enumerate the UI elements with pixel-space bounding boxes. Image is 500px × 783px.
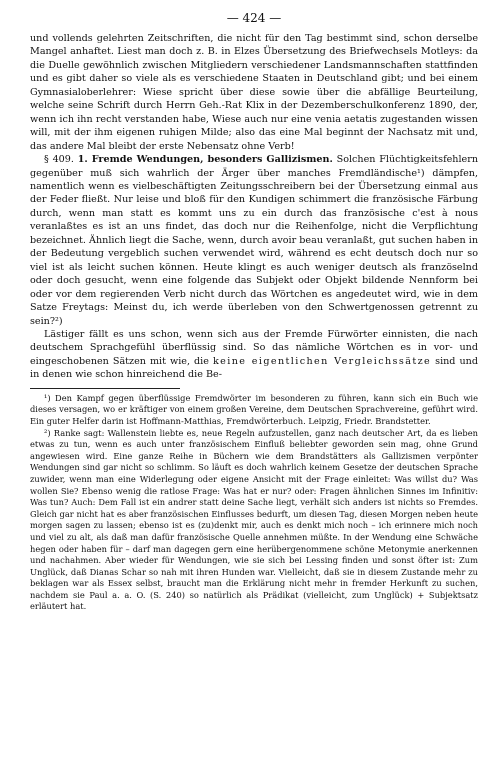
main-text bbox=[30, 32, 478, 382]
footnote-2: ²) Ranke sagt: Wallenstein liebte es, neue Regeln aufzustellen, ganz nach deutscher Art, da es lieben etwas zu tun, wenn es auch unter französischem Einfluß beliebter geworden sein mag, ohne Grund angewiesen wird. Eine ganze Reihe in Büchern wie dem Brandstätters als Gallizismen verpönter Wendungen sind gar nicht so schlimm. So läuft es doch wahrlich keinem Gesetze der deutschen Sprache zuwider, wenn man eine Widerlegung oder eigene Ansicht mit der Frage einleitet: Was willst du? Was wollen Sie? Ebenso wenig die ratlose Frage: Was hat er nur? oder: Fragen ähnlichen Sinnes im Infinitiv: Was tun? Auch: Dem Fall ist ein andrer statt deine Sache liegt, verhält sich anders ist nichts so Fremdes. Gleich gar nicht hat es aber französischen Einflusses bedurft, um diesen Tag, diesen Morgen neben heute morgen sagen zu lassen; ebenso ist es (zu)denkt mir, auch es denkt mich noch – ich erinnere mich noch und viel zu alt, als daß man dafür französische Quelle annehmen müßte. In der Wendung eine Schwäche hegen oder haben für – darf man dagegen gern eine herübergenommene schöne Metonymie anerkennen und nachahmen. Aber wieder für Wendungen, wie sie sich bei Lessing finden und sonst öfter ist: Zum Unglück, daß Dianas Schar so nah mit ihren Hunden war. Vielleicht, daß sie in diesem Zustande mehr zu beklagen war als Essex selbst, braucht man die Erklärung nicht mehr in fremder Herkunft zu suchen, nachdem sie Paul a. a. O. (S. 240) so natürlich als Prädikat (vielleicht, zum Unglück) + Subjektsatz erläutert hat. bbox=[30, 427, 478, 612]
footnote-1: ¹) Den Kampf gegen überflüssige Fremdwörter im besonderen zu führen, kann sich ein Buch wie dieses versagen, wo er kräftiger von einem großen Vereine, dem Deutschen Sprachvereine, geführt wird. Ein guter Helfer darin ist Hoffmann-Matthias, Fremdwörterbuch. Leipzig, Friedr. Brandstetter. bbox=[30, 392, 478, 426]
paragraph-text: Solchen Flüchtigkeitsfehlern gegenüber muß sich wahrlich der Ärger über manches Fremdländische¹) dämpfen, namentlich wenn es vielbeschäftigten Zeitungsschreibern bei der Übersetzung einmal aus der Feder fließt. Nur leise und bloß für den Kundigen schimmert die französische Färbung durch, wenn man statt es kommt uns zu ein durch das französische c'est à nous veranlaßtes es ist an uns findet, das doch nur die Reihenfolge, nicht die Verpflichtung bezeichnet. Ähnlich liegt die Sache, wenn, durch avoir beau veranlaßt, gut suchen haben in der Bedeutung vergeblich suchen verwendet wird, während es echt deutsch doch nur so viel ist als leicht suchen können. Heute klingt es auch weniger deutsch als französelnd oder doch gesucht, wenn eine folgende das Subjekt oder Objekt bildende Nennform bei oder vor dem regierenden Verb nicht durch das Wörtchen es angedeutet wird, wie in dem Satze Freytags: Meinst du, ich werde überleben von den Schwertgenossen getrennt zu sein?²) bbox=[30, 154, 478, 327]
paragraph-text: und vollends gelehrten Zeitschriften, die nicht für den Tag bestimmt sind, schon derselbe Mangel anhaftet. Liest man doch z. B. in Elzes Übersetzung des Briefwechsels Motleys: da die Duelle gewöhnlich zwischen Mitgliedern verschiedener Landsmannschaften stattfinden und es gibt daher so viele als es verschiedene Staaten in Deutschland gibt; und bei einem Gymnasialoberlehrer: Wiese spricht über diese sowie über die abfällige Beurteilung, welche seine Schrift durch Herrn Geh.-Rat Klix in der Dezemberschulkonferenz 1890, der, wenn ich ihn recht verstanden habe, Wiese auch nur eine venia aetatis zugestanden wissen will, mit der ihm eigenen ruhigen Milde; also das eine Mal beginnt der Nachsatz mit und, das andere Mal bleibt der erste Nebensatz ohne Verb! bbox=[30, 33, 478, 152]
section-heading: 1. Fremde Wendungen, besonders Gallizismen. bbox=[77, 154, 333, 166]
emphasized-text: keine eigentlichen Vergleichssätze bbox=[212, 355, 432, 367]
paragraph-section-409 bbox=[30, 153, 478, 328]
section-number: § 409. bbox=[44, 154, 74, 166]
paragraph-continued bbox=[30, 32, 478, 153]
paragraph-pronouns bbox=[30, 328, 478, 382]
paragraph-text: Lästiger fällt es uns schon, wenn sich aus der Fremde Fürwörter einnisten, die nach deutschem Sprachgefühl überflüssig sind. So das nämliche Wörtchen es in vor- und eingeschobenen Sätzen mit wie, die bbox=[30, 328, 478, 367]
footnote-divider bbox=[30, 388, 180, 389]
page-number: — 424 — bbox=[226, 11, 282, 25]
footnotes bbox=[30, 393, 478, 613]
paragraph-text: sind und in denen wie schon hinreichend die Be- bbox=[30, 355, 478, 381]
